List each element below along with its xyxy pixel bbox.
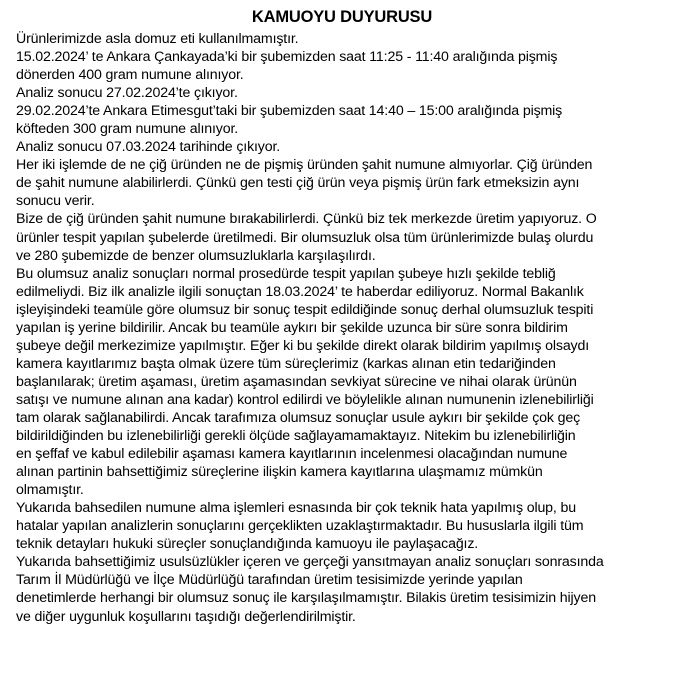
text-line: bildirildiğinden bu izlenebilirliği gerekli ölçüde sağlayamamaktayız. Nitekim bu izlenebilirliğin <box>16 428 576 445</box>
text-line: Yukarıda bahsettiğimiz usulsüzlükler içeren ve gerçeği yansıtmayan analiz sonuçları sonrasında <box>16 554 604 571</box>
text-line: Ürünlerimizde asla domuz eti kullanılmamıştır. <box>16 31 299 47</box>
text-line: ürünler tespit yapılan şubelerde üretilmedi. Bir olumsuzluk olsa tüm ürünlerimizde bulaş olurdu <box>16 229 594 246</box>
text-line: Her iki işlemde de ne çiğ üründen ne de pişmiş üründen şahit numune almıyorlar. Çiğ üründen <box>16 157 593 174</box>
text-line: satışı ve numune alınan ana kadar) kontrol edilirdi ve böylelikle alınan numunenin izlenebilirliği <box>16 391 594 408</box>
text-line: ve diğer uygunluk koşullarını taşıdığı değerlendirilmiştir. <box>16 608 356 625</box>
text-line: teknik detayları hukuki süreçler sonuçlandığında kamuoyu ile paylaşacağız. <box>16 536 479 553</box>
announcement-body <box>16 30 668 626</box>
text-line: şubeye değil merkezimize yapılmıştır. Eğer ki bu şekilde direkt olarak bildirim yapılmış olsaydı <box>16 337 590 354</box>
text-line: Yukarıda bahsedilen numune alma işlemleri esnasında bir çok teknik hata yapılmış olup, bu <box>16 500 576 517</box>
text-line: tam olarak sağlanabilirdi. Ancak tarafımıza olumsuz sonuçlar usule aykırı bir şekilde çok geç <box>16 409 581 426</box>
text-line: yapılan iş yerine bildirilir. Ancak bu teamüle aykırı bir şekilde uzunca bir süre sonra bildirim <box>16 319 568 336</box>
text-line: kamera kayıtlarımız başta olmak üzere tüm süreçlerimiz (karkas alınan etin tedariğinden <box>16 355 556 372</box>
text-line: dönerden 400 gram numune alınıyor. <box>16 67 244 84</box>
text-line: 29.02.2024’te Ankara Etimesgut’taki bir şubemizden saat 14:40 – 15:00 aralığında pişmiş <box>16 103 563 120</box>
text-line: hatalar yapılan analizlerin sonuçlarını gerçeklikten uzaklaştırmaktadır. Bu hususlarla ilgili tüm <box>16 518 584 535</box>
text-line: Tarım İl Müdürlüğü ve İlçe Müdürlüğü tarafından üretim tesisimizde yerinde yapılan <box>16 572 523 589</box>
text-line: köfteden 300 gram numune alınıyor. <box>16 121 239 138</box>
text-line: işleyişindeki teamüle göre olumsuz bir sonuç tespit edildiğinde sonuç derhal olumsuzluk tespiti <box>16 301 594 318</box>
text-line: Analiz sonucu 07.03.2024 tarihinde çıkıyor. <box>16 139 281 156</box>
text-line: 15.02.2024’ te Ankara Çankayada’ki bir şubemizden saat 11:25 - 11:40 aralığında pişmiş <box>16 49 558 66</box>
text-line: edilmeliydi. Biz ilk analizle ilgili sonuçtan 18.03.2024’ te haberdar ediliyoruz. Normal Bakanlık <box>16 283 584 300</box>
text-line: alınan partinin bahsettiğimiz süreçlerine ilişkin kamera kayıtlarına ulaşmamız mümkün <box>16 464 543 481</box>
text-line: denetimlerde herhangi bir olumsuz sonuç ile karşılaşılmamıştır. Bilakis üretim tesisimizin hijyen <box>16 590 596 607</box>
page-title: KAMUOYU DUYURUSU <box>251 8 433 26</box>
text-line: Bu olumsuz analiz sonuçları normal prosedürde tespit yapılan şubeye hızlı şekilde tebliğ <box>16 265 556 282</box>
text-line: de şahit numune alabilirlerdi. Çünkü gen testi çiğ ürün veya pişmiş ürün fark etmeksizin aynı <box>16 175 580 192</box>
text-line: olmamıştır. <box>16 482 84 499</box>
text-line: Bize de çiğ üründen şahit numune bırakabilirlerdi. Çünkü biz tek merkezde üretim yapıyoruz. O <box>16 211 597 228</box>
text-line: başlanılarak; üretim aşaması, üretim aşamasından sevkiyat sürecine ve nihai olarak ürünün <box>16 373 577 390</box>
text-line: Analiz sonucu 27.02.2024’te çıkıyor. <box>16 85 238 102</box>
text-line: en şeffaf ve kabul edilebilir aşaması kamera kayıtlarının incelenmesi olacağından numune <box>16 446 568 463</box>
text-line: sonucu verir. <box>16 193 95 210</box>
text-line: ve 280 şubemizde de benzer olumsuzluklarla karşılaşılırdı. <box>16 247 376 264</box>
